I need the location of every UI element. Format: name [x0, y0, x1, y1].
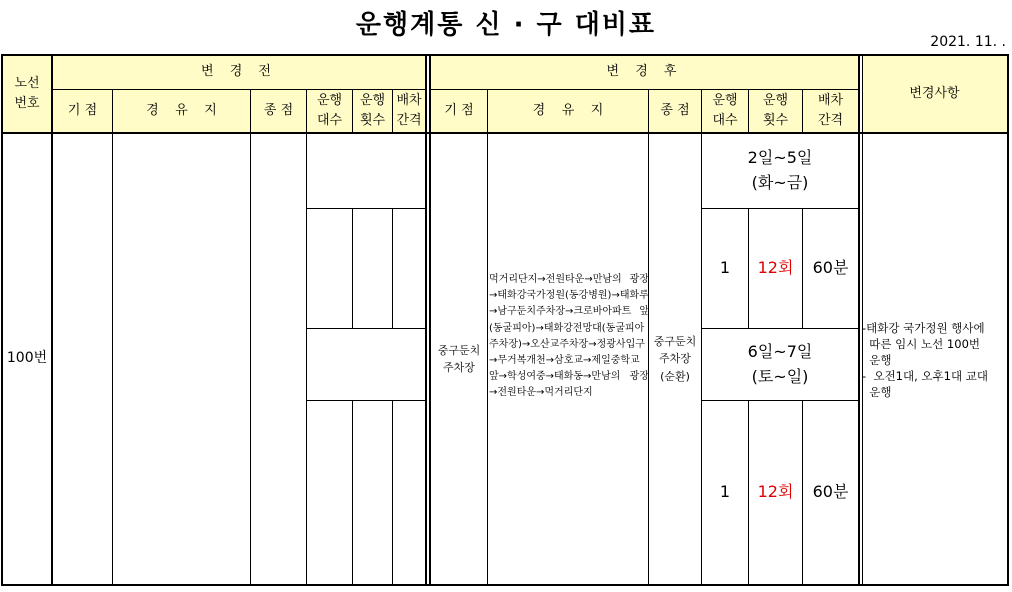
schedule-period: [702, 329, 858, 400]
change-notes: [862, 320, 1007, 400]
schedule-dates: 6일~7일: [747, 341, 813, 361]
header-before-trips: 운행 횟수: [359, 92, 386, 128]
after-via-route: 먹거리단지→전원타운→만남의 광장→태화강국가정원(동강병원)→태화루→남구둔치주차장→크로바아파트 앞(동굴피아)→태화강전망대(동굴피아주차장)→오산교주차장→정광사입구→무거복개천→삼호교→제일중학교앞→학성여중→태화동→만남의 광장→전원타운→먹거리단지: [489, 274, 649, 399]
header-before-units: 운행 대수: [316, 92, 343, 128]
change-note-line: 따른 임시 노선 100번: [862, 337, 980, 352]
document-date: 2021. 11. .: [930, 34, 1006, 50]
route-number: 100번: [6, 350, 48, 367]
schedule-interval: 60분: [812, 482, 849, 502]
schedule-trips: 12회: [757, 258, 794, 278]
schedule-weekdays: (토~일): [751, 366, 809, 386]
after-start-point: 중구둔치 주차장: [437, 343, 481, 374]
document-title: 운행계통 신 · 구 대비표: [355, 10, 657, 40]
change-note-line: 운행: [862, 353, 892, 368]
header-before-end: 종 점: [263, 102, 294, 118]
change-note-line: 운행: [862, 385, 892, 400]
change-note-line: -태화강 국가정원 행사에: [862, 321, 985, 335]
schedule-trips: 12회: [757, 482, 794, 502]
schedule-dates: 2일~5일: [747, 148, 813, 168]
schedule-units: 1: [719, 482, 731, 502]
header-before: 변 경 전: [201, 64, 277, 80]
header-before-start: 기 점: [67, 102, 98, 118]
header-changes: 변경사항: [909, 85, 960, 101]
schedule-weekdays: (화~금): [751, 173, 809, 192]
header-after: 변 경 후: [606, 64, 683, 80]
header-after-trips: 운행 횟수: [762, 92, 789, 128]
header-before-interval: 배차 간격: [396, 92, 422, 128]
header-after-units: 운행 대수: [712, 92, 738, 128]
header-after-end: 종 점: [660, 102, 690, 118]
change-note-line: - 오전1대, 오후1대 교대: [862, 369, 988, 384]
header-route-no: 노선 번호: [14, 75, 40, 111]
header-after-interval: 배차 간격: [817, 92, 844, 128]
schedule-period: [702, 134, 858, 208]
header-after-via: 경 유 지: [532, 102, 604, 118]
header-after-start: 기 점: [444, 102, 474, 118]
schedule-units: 1: [719, 258, 731, 278]
after-end-point: 중구둔치 주차장 (순환): [653, 335, 697, 383]
schedule-interval: 60분: [812, 258, 849, 278]
header-before-via: 경 유 지: [146, 102, 217, 118]
